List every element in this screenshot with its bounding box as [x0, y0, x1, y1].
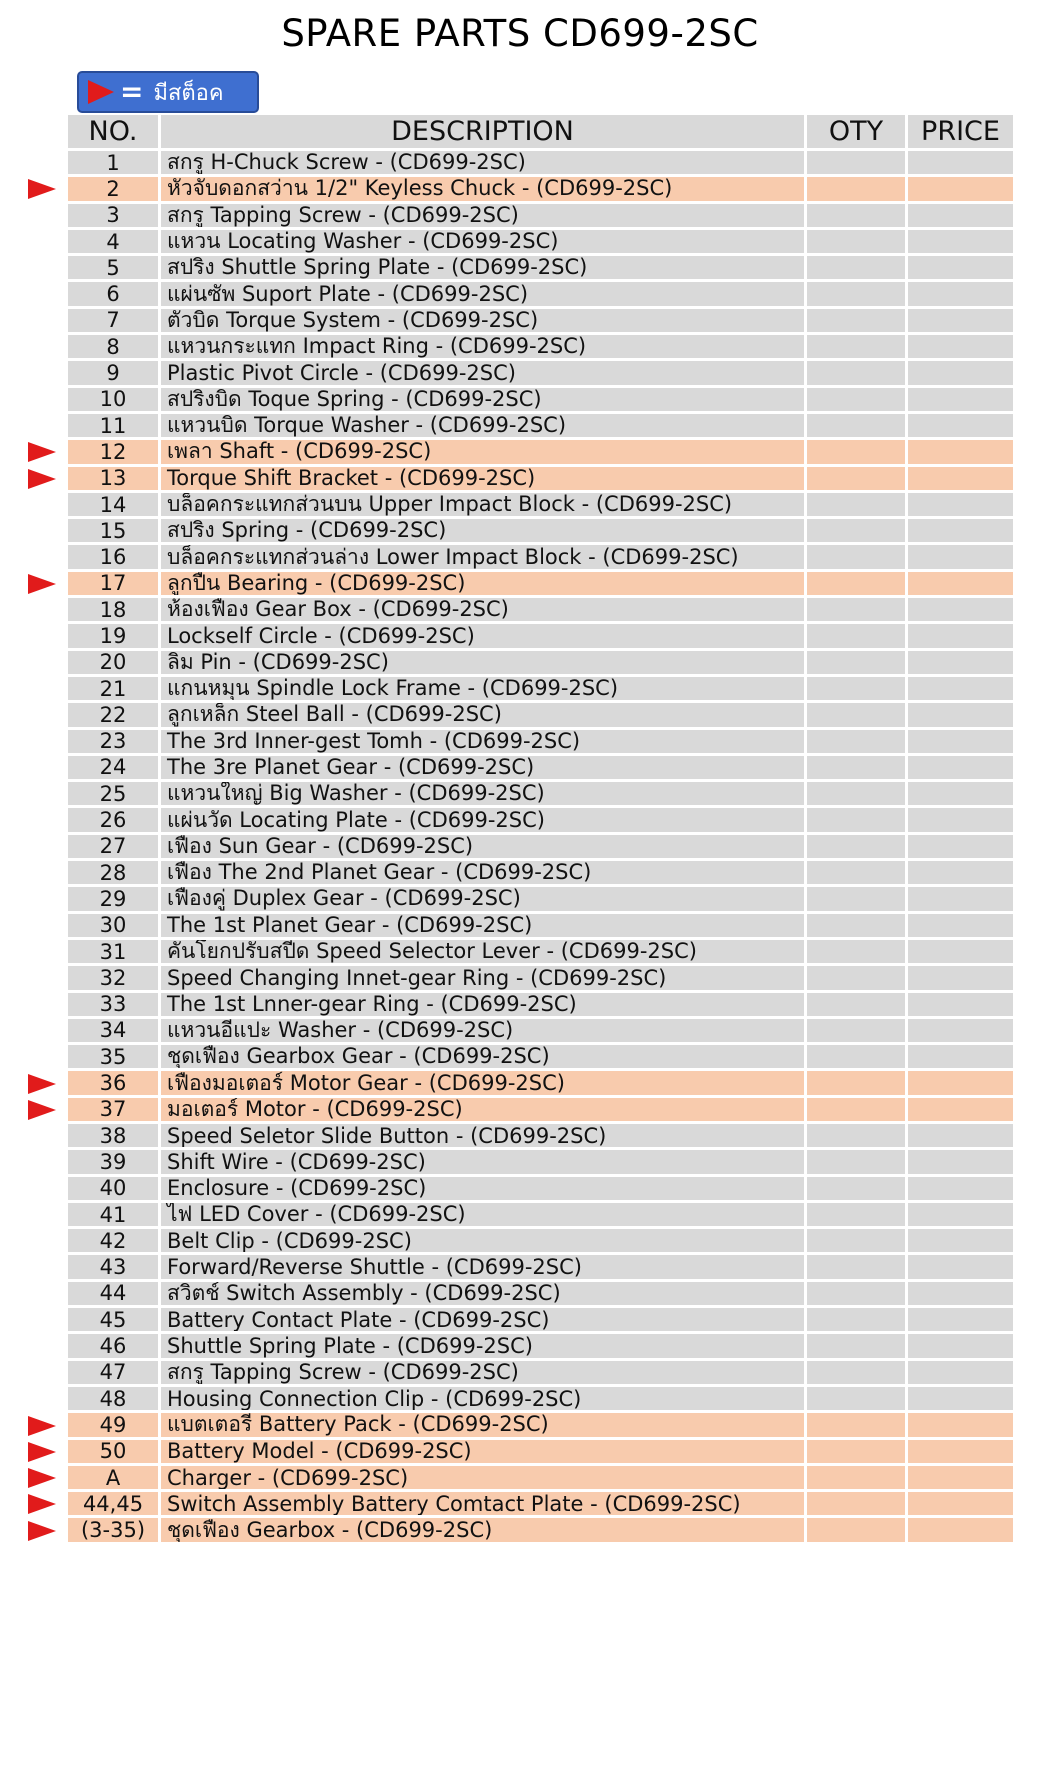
row-description: The 1st Planet Gear - (CD699-2SC) — [161, 914, 807, 940]
row-description: เฟือง Sun Gear - (CD699-2SC) — [161, 835, 807, 861]
row-qty — [807, 282, 908, 308]
table-row — [68, 519, 1013, 545]
table-row — [68, 361, 1013, 387]
row-number: 18 — [68, 598, 161, 624]
row-number: 31 — [68, 940, 161, 966]
table-row — [68, 887, 1013, 913]
table-header — [68, 115, 1013, 151]
row-description: ตัวบิด Torque System - (CD699-2SC) — [161, 309, 807, 335]
row-description: คันโยกปรับสปีด Speed Selector Lever - (CD699-2SC) — [161, 940, 807, 966]
row-number: 29 — [68, 887, 161, 913]
row-number: 44,45 — [68, 1492, 161, 1518]
row-description: แกนหมุน Spindle Lock Frame - (CD699-2SC) — [161, 677, 807, 703]
row-number: 46 — [68, 1334, 161, 1360]
row-description: สกรู Tapping Screw - (CD699-2SC) — [161, 204, 807, 230]
row-price — [908, 1045, 1013, 1071]
row-description: Speed Seletor Slide Button - (CD699-2SC) — [161, 1124, 807, 1150]
row-price — [908, 914, 1013, 940]
table-row — [68, 1177, 1013, 1203]
row-qty — [807, 1492, 908, 1518]
table-row — [68, 230, 1013, 256]
row-price — [908, 493, 1013, 519]
row-description: แหวนบิด Torque Washer - (CD699-2SC) — [161, 414, 807, 440]
row-number: 22 — [68, 703, 161, 729]
row-number: 24 — [68, 756, 161, 782]
row-description: หัวจับดอกสว่าน 1/2" Keyless Chuck - (CD699-2SC) — [161, 177, 807, 203]
row-number: 11 — [68, 414, 161, 440]
row-price — [908, 204, 1013, 230]
row-price — [908, 388, 1013, 414]
row-price — [908, 1071, 1013, 1097]
row-number: 20 — [68, 651, 161, 677]
row-price — [908, 1387, 1013, 1413]
row-number: 5 — [68, 256, 161, 282]
row-number: 16 — [68, 545, 161, 571]
row-number: 23 — [68, 730, 161, 756]
row-qty — [807, 914, 908, 940]
table-row — [68, 256, 1013, 282]
row-price — [908, 1308, 1013, 1334]
row-number: 8 — [68, 335, 161, 361]
row-qty — [807, 388, 908, 414]
row-number: 47 — [68, 1361, 161, 1387]
table-row — [68, 1413, 1013, 1439]
table-row — [68, 914, 1013, 940]
in-stock-arrow-icon — [28, 1100, 56, 1120]
row-number: 33 — [68, 993, 161, 1019]
row-price — [908, 703, 1013, 729]
row-price — [908, 598, 1013, 624]
row-description: ชุดเฟือง Gearbox Gear - (CD699-2SC) — [161, 1045, 807, 1071]
row-number: 9 — [68, 361, 161, 387]
row-qty — [807, 703, 908, 729]
table-row — [68, 335, 1013, 361]
row-qty — [807, 993, 908, 1019]
table-row — [68, 1466, 1013, 1492]
row-qty — [807, 861, 908, 887]
row-number: 17 — [68, 572, 161, 598]
row-qty — [807, 1045, 908, 1071]
header-no: NO. — [68, 115, 161, 151]
row-qty — [807, 835, 908, 861]
table-row — [68, 703, 1013, 729]
row-description: Torque Shift Bracket - (CD699-2SC) — [161, 467, 807, 493]
row-description: The 1st Lnner-gear Ring - (CD699-2SC) — [161, 993, 807, 1019]
row-description: ห้องเฟือง Gear Box - (CD699-2SC) — [161, 598, 807, 624]
row-price — [908, 651, 1013, 677]
row-qty — [807, 1440, 908, 1466]
table-row — [68, 1334, 1013, 1360]
table-row — [68, 1492, 1013, 1518]
in-stock-arrow-icon — [28, 1074, 56, 1094]
row-number: 13 — [68, 467, 161, 493]
table-row — [68, 388, 1013, 414]
row-number: 45 — [68, 1308, 161, 1334]
table-row — [68, 861, 1013, 887]
row-number: 26 — [68, 808, 161, 834]
row-description: สกรู Tapping Screw - (CD699-2SC) — [161, 1361, 807, 1387]
row-number: 7 — [68, 309, 161, 335]
row-description: เฟือง The 2nd Planet Gear - (CD699-2SC) — [161, 861, 807, 887]
row-qty — [807, 1308, 908, 1334]
row-number: 35 — [68, 1045, 161, 1071]
row-description: สปริง Spring - (CD699-2SC) — [161, 519, 807, 545]
row-qty — [807, 1387, 908, 1413]
table-row — [68, 1203, 1013, 1229]
row-number: 36 — [68, 1071, 161, 1097]
row-description: เฟืองมอเตอร์ Motor Gear - (CD699-2SC) — [161, 1071, 807, 1097]
row-qty — [807, 1229, 908, 1255]
row-price — [908, 572, 1013, 598]
row-price — [908, 887, 1013, 913]
row-number: 6 — [68, 282, 161, 308]
row-description: แหวน Locating Washer - (CD699-2SC) — [161, 230, 807, 256]
row-qty — [807, 309, 908, 335]
row-description: แหวนอีแปะ Washer - (CD699-2SC) — [161, 1019, 807, 1045]
table-row — [68, 782, 1013, 808]
table-row — [68, 204, 1013, 230]
row-price — [908, 993, 1013, 1019]
row-number: 48 — [68, 1387, 161, 1413]
row-price — [908, 861, 1013, 887]
table-row — [68, 1124, 1013, 1150]
row-description: Enclosure - (CD699-2SC) — [161, 1177, 807, 1203]
row-price — [908, 1255, 1013, 1281]
row-description: Lockself Circle - (CD699-2SC) — [161, 624, 807, 650]
row-qty — [807, 1466, 908, 1492]
row-price — [908, 335, 1013, 361]
row-description: ลูกปืน Bearing - (CD699-2SC) — [161, 572, 807, 598]
row-qty — [807, 361, 908, 387]
row-number: 28 — [68, 861, 161, 887]
row-qty — [807, 1518, 908, 1544]
table-row — [68, 966, 1013, 992]
stock-legend — [77, 71, 259, 113]
row-price — [908, 1124, 1013, 1150]
in-stock-arrow-icon — [28, 1494, 56, 1514]
row-qty — [807, 572, 908, 598]
row-price — [908, 1361, 1013, 1387]
table-row — [68, 282, 1013, 308]
row-description: Battery Contact Plate - (CD699-2SC) — [161, 1308, 807, 1334]
table-row — [68, 1098, 1013, 1124]
row-price — [908, 1098, 1013, 1124]
row-qty — [807, 204, 908, 230]
table-row — [68, 598, 1013, 624]
row-number: 2 — [68, 177, 161, 203]
row-qty — [807, 651, 908, 677]
row-price — [908, 1518, 1013, 1544]
row-price — [908, 940, 1013, 966]
header-description: DESCRIPTION — [161, 115, 807, 151]
row-price — [908, 1440, 1013, 1466]
row-number: 4 — [68, 230, 161, 256]
spare-parts-table — [68, 115, 1013, 1545]
row-price — [908, 1177, 1013, 1203]
table-row — [68, 756, 1013, 782]
table-row — [68, 1518, 1013, 1544]
row-qty — [807, 940, 908, 966]
row-description: แหวนกระแทก Impact Ring - (CD699-2SC) — [161, 335, 807, 361]
table-row — [68, 624, 1013, 650]
legend-equals: = — [120, 75, 144, 108]
row-price — [908, 414, 1013, 440]
row-description: เฟืองคู่ Duplex Gear - (CD699-2SC) — [161, 887, 807, 913]
row-qty — [807, 598, 908, 624]
row-description: The 3rd Inner-gest Tomh - (CD699-2SC) — [161, 730, 807, 756]
table-row — [68, 1440, 1013, 1466]
row-qty — [807, 1071, 908, 1097]
header-qty: OTY — [807, 115, 908, 151]
row-description: Shuttle Spring Plate - (CD699-2SC) — [161, 1334, 807, 1360]
row-number: 32 — [68, 966, 161, 992]
table-row — [68, 1045, 1013, 1071]
row-price — [908, 782, 1013, 808]
row-qty — [807, 1098, 908, 1124]
row-qty — [807, 808, 908, 834]
table-row — [68, 309, 1013, 335]
row-price — [908, 177, 1013, 203]
row-number: 12 — [68, 440, 161, 466]
table-row — [68, 651, 1013, 677]
row-qty — [807, 887, 908, 913]
row-description: แหวนใหญ่ Big Washer - (CD699-2SC) — [161, 782, 807, 808]
row-qty — [807, 1282, 908, 1308]
row-qty — [807, 177, 908, 203]
row-description: Shift Wire - (CD699-2SC) — [161, 1150, 807, 1176]
row-description: Plastic Pivot Circle - (CD699-2SC) — [161, 361, 807, 387]
row-number: 10 — [68, 388, 161, 414]
row-number: 42 — [68, 1229, 161, 1255]
row-description: แผ่นซัพ Suport Plate - (CD699-2SC) — [161, 282, 807, 308]
in-stock-arrow-icon — [28, 1442, 56, 1462]
row-price — [908, 361, 1013, 387]
table-row — [68, 1019, 1013, 1045]
row-number: 40 — [68, 1177, 161, 1203]
table-row — [68, 467, 1013, 493]
row-qty — [807, 782, 908, 808]
table-row — [68, 730, 1013, 756]
row-description: Forward/Reverse Shuttle - (CD699-2SC) — [161, 1255, 807, 1281]
row-number: 3 — [68, 204, 161, 230]
row-price — [908, 467, 1013, 493]
row-number: A — [68, 1466, 161, 1492]
table-row — [68, 545, 1013, 571]
row-description: ลิ่ม Pin - (CD699-2SC) — [161, 651, 807, 677]
row-qty — [807, 1203, 908, 1229]
row-price — [908, 1413, 1013, 1439]
table-row — [68, 151, 1013, 177]
red-arrow-icon — [88, 80, 114, 104]
in-stock-arrow-icon — [28, 574, 56, 594]
header-price: PRICE — [908, 115, 1013, 151]
row-number: 39 — [68, 1150, 161, 1176]
row-qty — [807, 414, 908, 440]
row-qty — [807, 1124, 908, 1150]
row-price — [908, 1019, 1013, 1045]
row-description: Belt Clip - (CD699-2SC) — [161, 1229, 807, 1255]
row-price — [908, 519, 1013, 545]
table-row — [68, 1361, 1013, 1387]
table-row — [68, 572, 1013, 598]
in-stock-arrow-icon — [28, 1521, 56, 1541]
row-number: 44 — [68, 1282, 161, 1308]
table-row — [68, 414, 1013, 440]
row-number: (3-35) — [68, 1518, 161, 1544]
row-qty — [807, 256, 908, 282]
table-row — [68, 1255, 1013, 1281]
row-price — [908, 966, 1013, 992]
row-qty — [807, 730, 908, 756]
row-number: 14 — [68, 493, 161, 519]
row-number: 19 — [68, 624, 161, 650]
row-price — [908, 1150, 1013, 1176]
row-qty — [807, 545, 908, 571]
table-row — [68, 1229, 1013, 1255]
row-description: Housing Connection Clip - (CD699-2SC) — [161, 1387, 807, 1413]
row-price — [908, 624, 1013, 650]
row-number: 25 — [68, 782, 161, 808]
row-number: 38 — [68, 1124, 161, 1150]
table-row — [68, 677, 1013, 703]
row-price — [908, 256, 1013, 282]
row-qty — [807, 467, 908, 493]
table-row — [68, 1387, 1013, 1413]
row-qty — [807, 230, 908, 256]
table-row — [68, 440, 1013, 466]
row-number: 15 — [68, 519, 161, 545]
in-stock-arrow-icon — [28, 1416, 56, 1436]
table-row — [68, 1308, 1013, 1334]
row-number: 34 — [68, 1019, 161, 1045]
row-price — [908, 1229, 1013, 1255]
row-price — [908, 756, 1013, 782]
row-qty — [807, 519, 908, 545]
row-description: สปริง Shuttle Spring Plate - (CD699-2SC) — [161, 256, 807, 282]
row-qty — [807, 440, 908, 466]
row-qty — [807, 756, 908, 782]
row-description: สวิตช์ Switch Assembly - (CD699-2SC) — [161, 1282, 807, 1308]
row-description: ลูกเหล็ก Steel Ball - (CD699-2SC) — [161, 703, 807, 729]
row-number: 37 — [68, 1098, 161, 1124]
row-number: 50 — [68, 1440, 161, 1466]
row-description: ชุดเฟือง Gearbox - (CD699-2SC) — [161, 1518, 807, 1544]
row-price — [908, 282, 1013, 308]
in-stock-arrow-icon — [28, 1468, 56, 1488]
row-price — [908, 1203, 1013, 1229]
in-stock-arrow-icon — [28, 469, 56, 489]
row-description: The 3re Planet Gear - (CD699-2SC) — [161, 756, 807, 782]
in-stock-arrow-icon — [28, 179, 56, 199]
table-row — [68, 835, 1013, 861]
row-price — [908, 440, 1013, 466]
row-description: ไฟ LED Cover - (CD699-2SC) — [161, 1203, 807, 1229]
row-description: เพลา Shaft - (CD699-2SC) — [161, 440, 807, 466]
row-qty — [807, 335, 908, 361]
table-row — [68, 493, 1013, 519]
row-qty — [807, 1413, 908, 1439]
row-description: บล็อคกระแทกส่วนบน Upper Impact Block - (CD699-2SC) — [161, 493, 807, 519]
row-qty — [807, 966, 908, 992]
row-number: 49 — [68, 1413, 161, 1439]
table-row — [68, 177, 1013, 203]
row-price — [908, 545, 1013, 571]
row-qty — [807, 1150, 908, 1176]
row-qty — [807, 1361, 908, 1387]
row-description: สปริงบิด Toque Spring - (CD699-2SC) — [161, 388, 807, 414]
table-row — [68, 1071, 1013, 1097]
row-description: Speed Changing Innet-gear Ring - (CD699-2SC) — [161, 966, 807, 992]
row-price — [908, 1466, 1013, 1492]
row-price — [908, 1492, 1013, 1518]
row-number: 41 — [68, 1203, 161, 1229]
row-qty — [807, 493, 908, 519]
row-number: 43 — [68, 1255, 161, 1281]
row-qty — [807, 1334, 908, 1360]
row-qty — [807, 151, 908, 177]
table-row — [68, 1150, 1013, 1176]
row-price — [908, 309, 1013, 335]
row-number: 21 — [68, 677, 161, 703]
row-price — [908, 1282, 1013, 1308]
row-description: แบตเตอรี่ Battery Pack - (CD699-2SC) — [161, 1413, 807, 1439]
row-price — [908, 230, 1013, 256]
row-description: สกรู H-Chuck Screw - (CD699-2SC) — [161, 151, 807, 177]
row-qty — [807, 1019, 908, 1045]
table-row — [68, 808, 1013, 834]
row-price — [908, 808, 1013, 834]
row-qty — [807, 624, 908, 650]
row-number: 27 — [68, 835, 161, 861]
row-price — [908, 151, 1013, 177]
table-row — [68, 940, 1013, 966]
legend-label: มีสต็อค — [153, 80, 224, 106]
row-price — [908, 677, 1013, 703]
row-description: Battery Model - (CD699-2SC) — [161, 1440, 807, 1466]
row-description: Switch Assembly Battery Comtact Plate - (CD699-2SC) — [161, 1492, 807, 1518]
row-qty — [807, 1255, 908, 1281]
row-description: มอเตอร์ Motor - (CD699-2SC) — [161, 1098, 807, 1124]
row-description: แผ่นวัด Locating Plate - (CD699-2SC) — [161, 808, 807, 834]
row-number: 30 — [68, 914, 161, 940]
row-qty — [807, 677, 908, 703]
row-price — [908, 1334, 1013, 1360]
table-row — [68, 993, 1013, 1019]
row-qty — [807, 1177, 908, 1203]
row-price — [908, 730, 1013, 756]
row-number: 1 — [68, 151, 161, 177]
in-stock-arrow-icon — [28, 442, 56, 462]
table-row — [68, 1282, 1013, 1308]
row-description: บล็อคกระแทกส่วนล่าง Lower Impact Block - (CD699-2SC) — [161, 545, 807, 571]
page-title: SPARE PARTS CD699-2SC — [281, 12, 759, 55]
row-price — [908, 835, 1013, 861]
row-description: Charger - (CD699-2SC) — [161, 1466, 807, 1492]
